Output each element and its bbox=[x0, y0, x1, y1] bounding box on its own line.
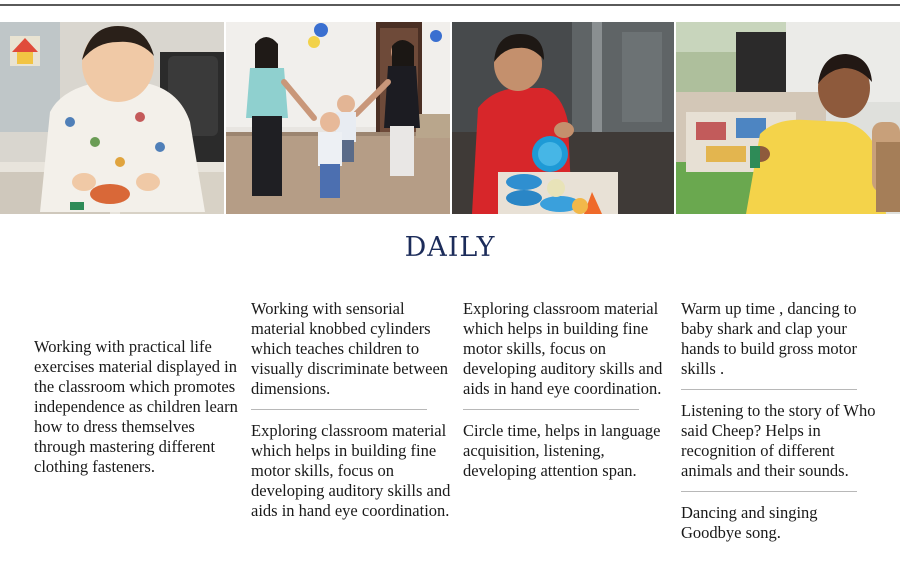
activity-description: Working with sensorial material knobbed cylinders which teaches children to visually discriminate between dimensions. bbox=[251, 299, 449, 398]
photo-strip bbox=[0, 22, 900, 214]
activity-description: Working with practical life exercises material displayed in the classroom which promotes independence as children learn how to dress themselves through mastering different clothing fasteners. bbox=[34, 337, 238, 476]
teachers-dancing-with-toddlers-photo bbox=[226, 22, 450, 214]
column-2 bbox=[251, 299, 451, 521]
child-with-blue-cups-photo bbox=[452, 22, 674, 214]
divider bbox=[681, 389, 857, 390]
divider bbox=[681, 491, 857, 492]
activity-description: Listening to the story of Who said Cheep? Helps in recognition of different animals and their sounds. bbox=[681, 401, 876, 480]
activity-description: Exploring classroom material which helps in building fine motor skills, focus on developing auditory skills and aids in hand eye coordination. bbox=[251, 421, 451, 520]
activity-description: Dancing and singing Goodbye song. bbox=[681, 503, 818, 542]
column-4 bbox=[681, 299, 881, 543]
column-1 bbox=[34, 337, 240, 477]
activity-description: Warm up time , dancing to baby shark and clap your hands to build gross motor skills . bbox=[681, 299, 857, 378]
activity-description: Circle time, helps in language acquisition, listening, developing attention span. bbox=[463, 421, 661, 480]
divider bbox=[251, 409, 427, 410]
column-3 bbox=[463, 299, 663, 481]
child-painting-photo bbox=[676, 22, 900, 214]
top-rule bbox=[0, 4, 900, 6]
divider bbox=[463, 409, 639, 410]
page-heading: DAILY bbox=[404, 232, 496, 263]
activity-description: Exploring classroom material which helps in building fine motor skills, focus on developing auditory skills and aids in hand eye coordination. bbox=[463, 299, 663, 398]
child-playing-with-playdough-photo bbox=[0, 22, 224, 214]
